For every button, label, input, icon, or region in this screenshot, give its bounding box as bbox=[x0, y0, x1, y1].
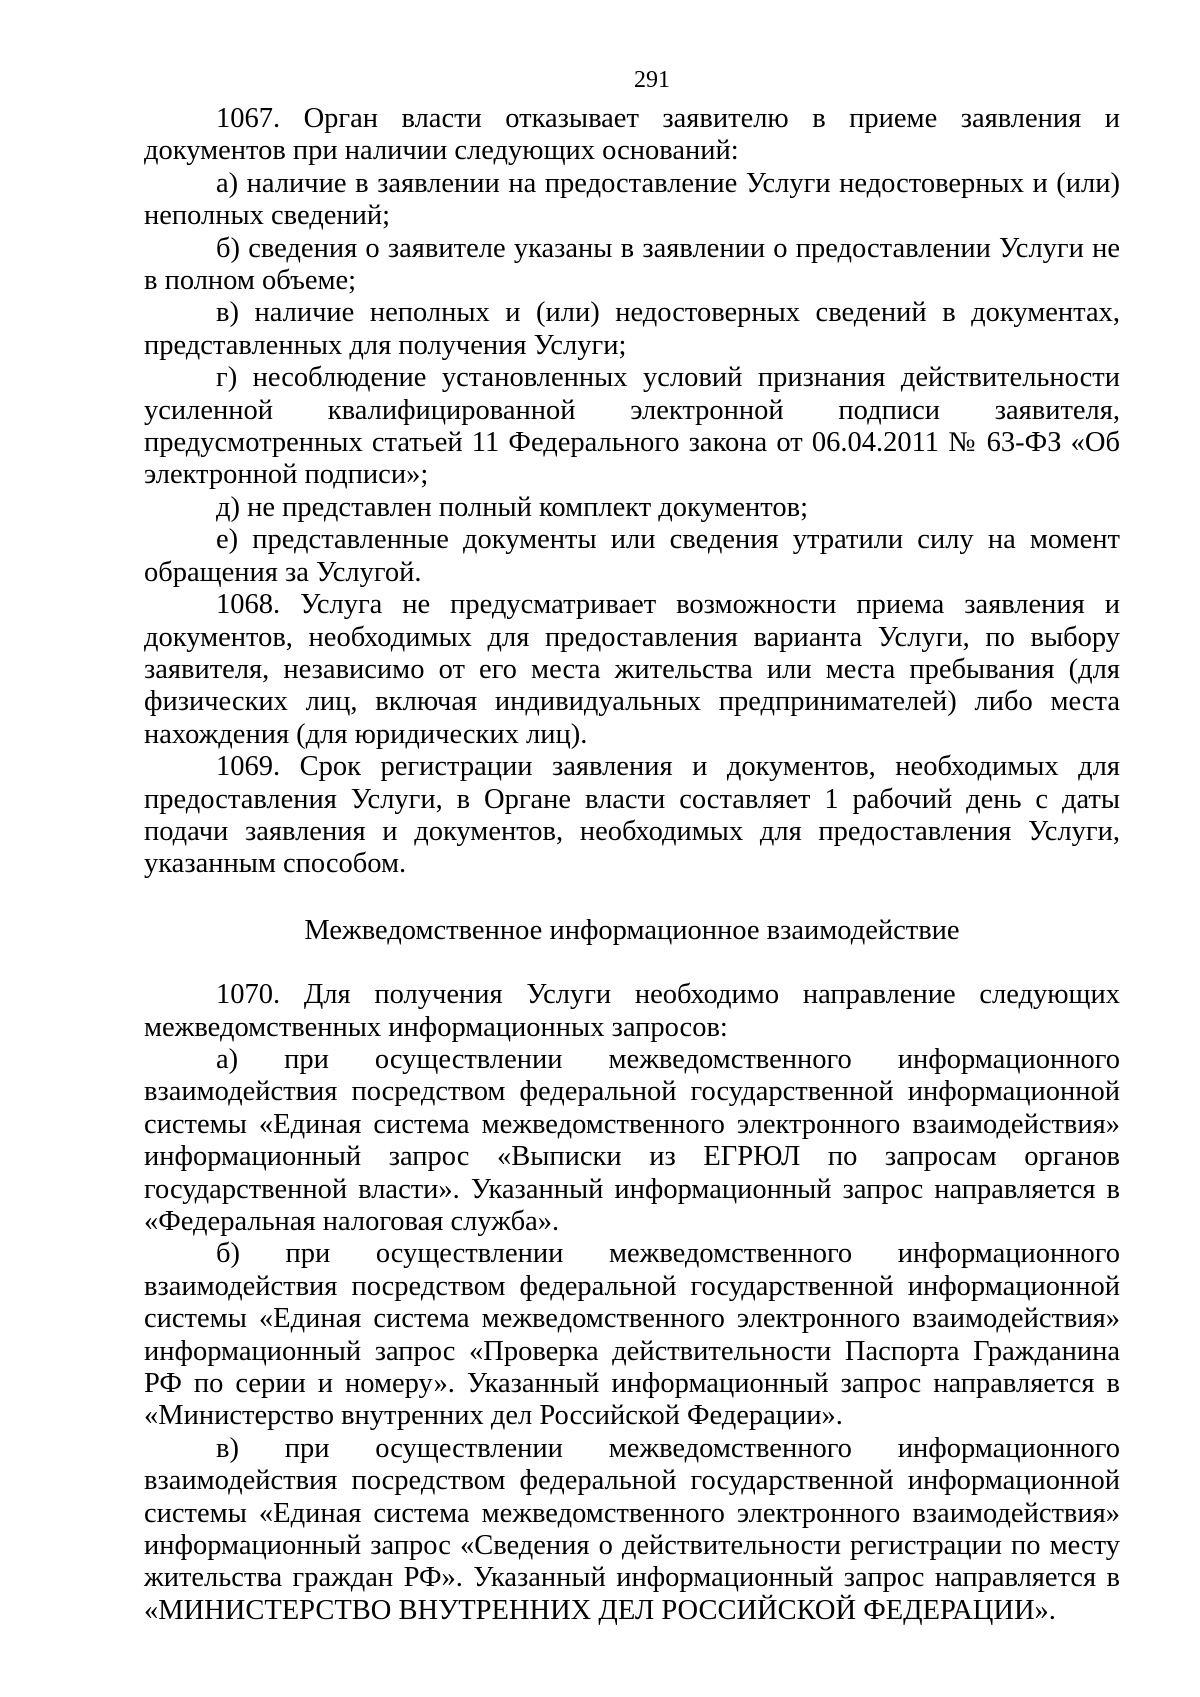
paragraph-1067-a: а) наличие в заявлении на предоставление Услуги недостоверных и (или) неполных сведений; bbox=[144, 167, 1120, 232]
paragraph-1069: 1069. Срок регистрации заявления и документов, необходимых для предоставления Услуги, в Органе власти составляет 1 рабочий день с даты подачи заявления и документов, необходимых для предоставления Услуги, указанным способом. bbox=[144, 751, 1120, 880]
section-heading: Межведомственное информационное взаимодействие bbox=[304, 914, 960, 946]
paragraph-1067-e: е) представленные документы или сведения утратили силу на момент обращения за Услугой. bbox=[144, 524, 1120, 588]
paragraph-1067-b: б) сведения о заявителе указаны в заявлении о предоставлении Услуги не в полном объеме; bbox=[144, 232, 1120, 297]
paragraph-1070-a: а) при осуществлении межведомственного информационного взаимодействия посредством федеральной государственной информационной системы «Единая система межведомственного электронного взаимодействия» информационный запрос «Выписки из ЕГРЮЛ по запросам органов государственной власти». Указанный информационный запрос направляется в «Федеральная налоговая служба». bbox=[144, 1043, 1120, 1237]
paragraph-1070-b: б) при осуществлении межведомственного информационного взаимодействия посредством федеральной государственной информационной системы «Единая система межведомственного электронного взаимодействия» информационный запрос «Проверка действительности Паспорта Гражданина РФ по серии и номеру». Указанный информационный запрос направляется в «Министерство внутренних дел Российской Федерации». bbox=[144, 1238, 1120, 1432]
page-number: 291 bbox=[634, 67, 670, 93]
paragraph-1070-v: в) при осуществлении межведомственного информационного взаимодействия посредством федеральной государственной информационной системы «Единая система межведомственного электронного взаимодействия» информационный запрос «Сведения о действительности регистрации по месту жительства граждан РФ». Указанный информационный запрос направляется в «МИНИСТЕРСТВО ВНУТРЕННИХ ДЕЛ РОССИЙСКОЙ ФЕДЕРАЦИИ». bbox=[144, 1432, 1120, 1626]
paragraph-1070: 1070. Для получения Услуги необходимо направление следующих межведомственных информационных запросов: bbox=[144, 979, 1120, 1043]
paragraph-1068: 1068. Услуга не предусматривает возможности приема заявления и документов, необходимых для предоставления варианта Услуги, по выбору заявителя, независимо от его места жительства или места пребывания (для физических лиц, включая индивидуальных предпринимателей) либо места нахождения (для юридических лиц). bbox=[144, 589, 1120, 750]
paragraph-1067-v: в) наличие неполных и (или) недостоверных сведений в документах, представленных для получения Услуги; bbox=[144, 297, 1120, 361]
paragraph-1067-g: г) несоблюдение установленных условий признания действительности усиленной квалифицированной электронной подписи заявителя, предусмотренных статьей 11 Федерального закона от 06.04.2011 № 63-ФЗ «Об электронной подписи»; bbox=[144, 362, 1120, 491]
paragraph-1067-d: д) не представлен полный комплект документов; bbox=[216, 491, 809, 523]
document-page bbox=[144, 66, 1120, 1627]
paragraph-1067: 1067. Орган власти отказывает заявителю в приеме заявления и документов при наличии следующих оснований: bbox=[144, 103, 1120, 167]
